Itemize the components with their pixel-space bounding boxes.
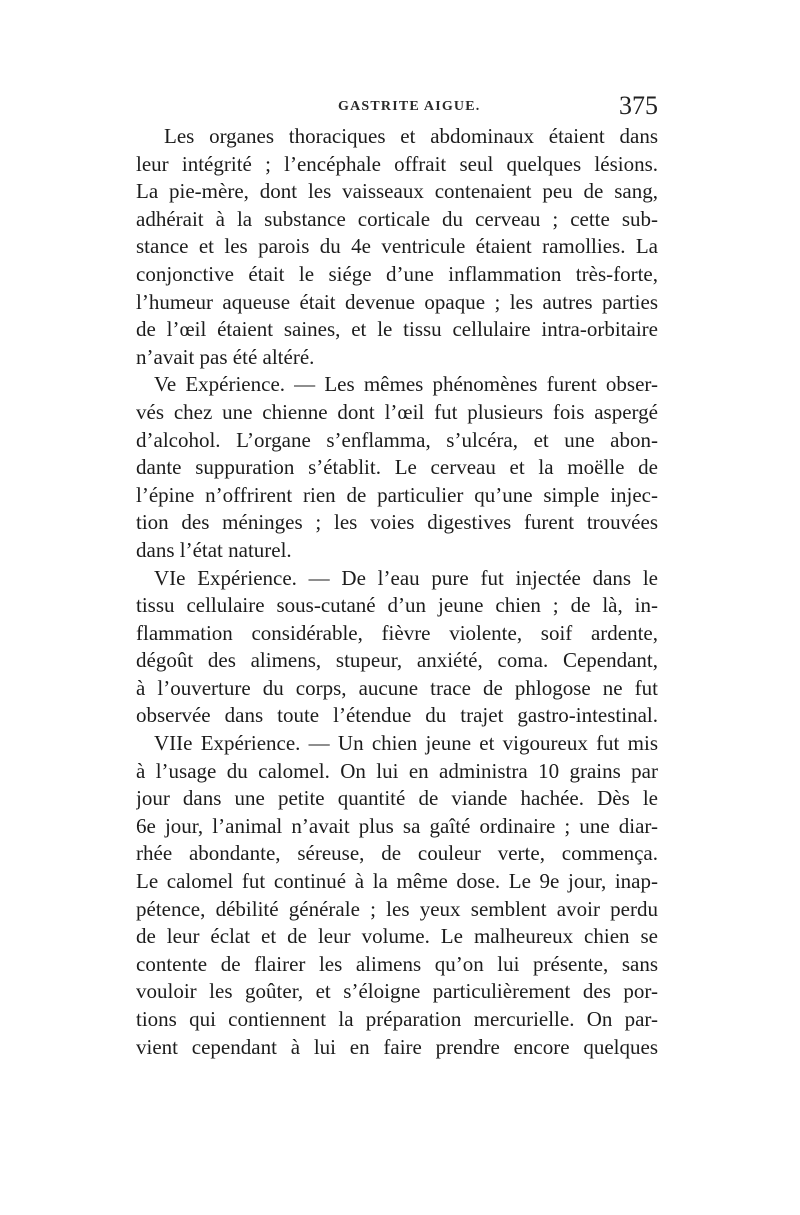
text-line: jour dans une petite quantité de viande hachée. Dès le xyxy=(136,786,658,811)
text-line: dante suppuration s’établit. Le cerveau et la moëlle de xyxy=(136,455,658,480)
text-line: VIe Expérience. — De l’eau pure fut injectée dans le xyxy=(154,565,658,590)
text-line: adhérait à la substance corticale du cerveau ; cette sub- xyxy=(136,206,658,231)
text-line: de l’œil étaient saines, et le tissu cellulaire intra-orbitaire xyxy=(136,317,658,342)
text-line: La pie-mère, dont les vaisseaux contenaient peu de sang, xyxy=(136,179,658,204)
text-line: d’alcohol. L’organe s’enflamma, s’ulcéra, et une abon- xyxy=(136,427,658,452)
running-title: GASTRITE AIGUE. xyxy=(338,99,481,114)
text-line: vient cependant à lui en faire prendre encore quelques xyxy=(136,1034,658,1059)
page-number: 375 xyxy=(619,91,658,120)
text-line: tion des méninges ; les voies digestives furent trouvées xyxy=(136,510,658,535)
text-line: n’avait pas été altéré. xyxy=(136,344,315,369)
text-line: observée dans toute l’étendue du trajet gastro-intestinal. xyxy=(136,703,658,728)
text-line: de leur éclat et de leur volume. Le malheureux chien se xyxy=(136,924,658,949)
text-line: l’épine n’offrirent rien de particulier qu’une simple injec- xyxy=(136,482,658,507)
text-line: conjonctive était le siége d’une inflammation très-forte, xyxy=(136,261,658,286)
body-text xyxy=(136,123,658,1061)
text-line: Ve Expérience. — Les mêmes phénomènes furent obser- xyxy=(154,372,658,397)
text-line: flammation considérable, fièvre violente, soif ardente, xyxy=(136,620,658,645)
text-line: vouloir les goûter, et s’éloigne particulièrement des por- xyxy=(136,979,658,1004)
text-line: VIIe Expérience. — Un chien jeune et vigoureux fut mis xyxy=(154,731,658,756)
page-header xyxy=(140,91,660,121)
text-line: dans l’état naturel. xyxy=(136,537,292,562)
text-line: tissu cellulaire sous-cutané d’un jeune chien ; de là, in- xyxy=(136,593,658,618)
text-line: l’humeur aqueuse était devenue opaque ; les autres parties xyxy=(136,289,658,314)
text-line: stance et les parois du 4e ventricule étaient ramollies. La xyxy=(136,234,658,259)
text-line: pétence, débilité générale ; les yeux semblent avoir perdu xyxy=(136,896,658,921)
text-line: tions qui contiennent la préparation mercurielle. On par- xyxy=(136,1007,658,1031)
text-line: vés chez une chienne dont l’œil fut plusieurs fois aspergé xyxy=(136,399,658,424)
text-line: 6e jour, l’animal n’avait plus sa gaîté ordinaire ; une diar- xyxy=(136,813,658,838)
text-line: rhée abondante, séreuse, de couleur verte, commença. xyxy=(136,841,658,866)
text-line: contente de flairer les alimens qu’on lui présente, sans xyxy=(136,951,658,976)
text-line: dégoût des alimens, stupeur, anxiété, coma. Cependant, xyxy=(136,648,658,673)
text-line: à l’usage du calomel. On lui en administra 10 grains par xyxy=(136,758,658,783)
text-line: leur intégrité ; l’encéphale offrait seul quelques lésions. xyxy=(136,151,658,176)
text-line: Les organes thoraciques et abdominaux étaient dans xyxy=(164,124,658,148)
text-line: à l’ouverture du corps, aucune trace de phlogose ne fut xyxy=(136,675,658,700)
text-line: Le calomel fut continué à la même dose. Le 9e jour, inap- xyxy=(136,869,658,894)
